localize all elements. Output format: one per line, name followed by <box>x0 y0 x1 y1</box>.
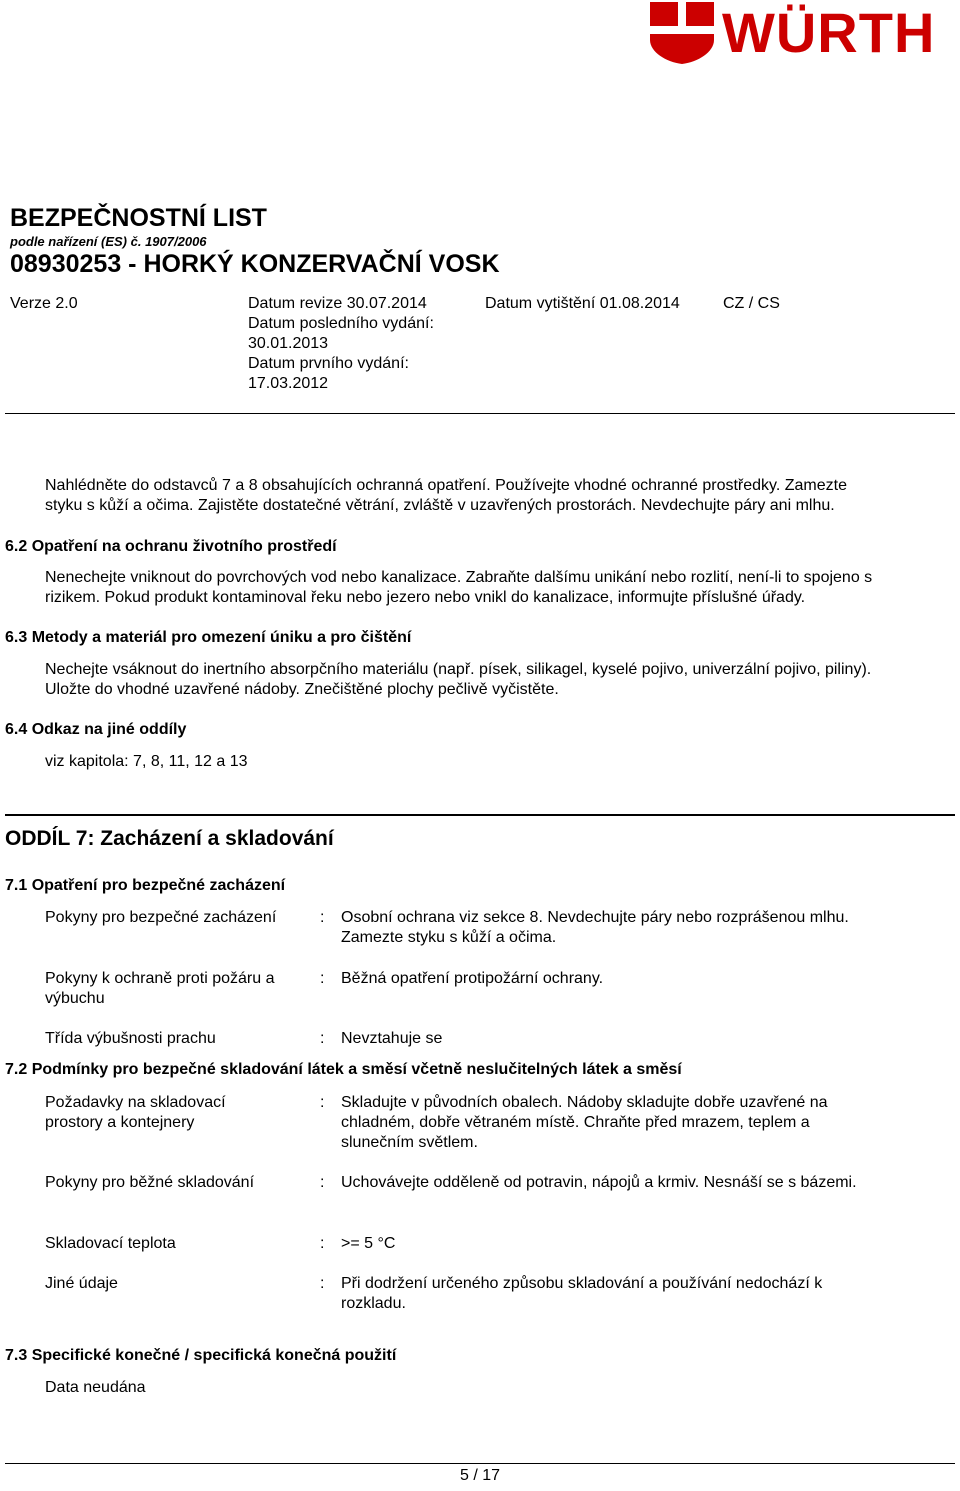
heading-6-3: 6.3 Metody a materiál pro omezení úniku a pro čištění <box>5 629 412 646</box>
colon: : <box>320 1174 325 1191</box>
brand-wordmark: WÜRTH <box>722 1 936 64</box>
s73-text: Data neudána <box>45 1379 146 1396</box>
row-value: Nevztahuje se <box>341 1030 443 1047</box>
last-issue-date: 30.01.2013 <box>248 335 329 352</box>
s62-line2: rizikem. Pokud produkt kontaminoval řeku nebo jezero nebo vnikl do kanalizace, informujte příslušné úřady. <box>45 589 806 606</box>
document-title: BEZPEČNOSTNÍ LIST <box>10 204 267 232</box>
page-number: 5 / 17 <box>459 1467 501 1484</box>
version: Verze 2.0 <box>10 295 78 312</box>
colon: : <box>320 909 325 926</box>
footer-divider <box>5 1463 955 1464</box>
print-date: Datum vytištění 01.08.2014 <box>485 295 680 312</box>
regulation-subtitle: podle nařízení (ES) č. 1907/2006 <box>10 234 207 249</box>
row-label: Skladovací teplota <box>45 1235 176 1252</box>
s64-text: viz kapitola: 7, 8, 11, 12 a 13 <box>45 753 248 770</box>
header-divider <box>5 413 955 414</box>
s6-intro-line1: Nahlédněte do odstavců 7 a 8 obsahujících ochranná opatření. Používejte vhodné ochranné prostředky. Zamezte <box>45 477 847 494</box>
revision-date: Datum revize 30.07.2014 <box>248 295 427 312</box>
s6-intro-line2: styku s kůží a očima. Zajistěte dostatečné větrání, zvláště v uzavřených prostorách. Nevdechujte páry ani mlhu. <box>45 497 835 514</box>
row-value: Při dodržení určeného způsobu skladování a používání nedochází k rozkladu. <box>341 1275 823 1312</box>
heading-7-2: 7.2 Podmínky pro bezpečné skladování látek a směsí včetně neslučitelných látek a směsí <box>5 1061 682 1078</box>
heading-6-2: 6.2 Opatření na ochranu životního prostředí <box>5 538 337 555</box>
colon: : <box>320 1030 325 1047</box>
row-value: Osobní ochrana viz sekce 8. Nevdechujte páry nebo rozprášenou mlhu. Zamezte styku s kůží a očima. <box>341 909 849 946</box>
heading-7-3: 7.3 Specifické konečné / specifická konečná použití <box>5 1347 397 1364</box>
row-value: Běžná opatření protipožární ochrany. <box>341 970 604 987</box>
row-label: Požadavky na skladovací prostory a kontejnery <box>45 1094 226 1131</box>
row-label: Pokyny k ochraně proti požáru a výbuchu <box>45 970 275 1007</box>
row-label: Třída výbušnosti prachu <box>45 1030 216 1047</box>
row-label: Pokyny pro bezpečné zacházení <box>45 909 277 926</box>
colon: : <box>320 970 325 987</box>
section-7-title: ODDÍL 7: Zacházení a skladování <box>5 827 334 850</box>
last-issue-label: Datum posledního vydání: <box>248 315 434 332</box>
heading-6-4: 6.4 Odkaz na jiné oddíly <box>5 721 187 738</box>
section-divider <box>5 814 955 816</box>
colon: : <box>320 1094 325 1111</box>
row-label: Pokyny pro běžné skladování <box>45 1174 255 1191</box>
wurth-logo <box>648 0 718 71</box>
row-value: Skladujte v původních obalech. Nádoby skladujte dobře uzavřené na chladném, dobře větraném místě. Chraňte před mrazem, teplem a slunečním světlem. <box>341 1094 828 1151</box>
first-issue-label: Datum prvního vydání: <box>248 355 409 372</box>
wurth-logo-mark <box>648 0 718 66</box>
s63-line1: Nechejte vsáknout do inertního absorpčního materiálu (např. písek, silikagel, kyselé pojivo, univerzální pojivo, piliny). <box>45 661 872 678</box>
row-label: Jiné údaje <box>45 1275 118 1292</box>
colon: : <box>320 1235 325 1252</box>
colon: : <box>320 1275 325 1292</box>
row-value: Uchovávejte odděleně od potravin, nápojů a krmiv. Nesnáší se s bázemi. <box>341 1174 857 1191</box>
s62-line1: Nenechejte vniknout do povrchových vod nebo kanalizace. Zabraňte dalšímu unikání nebo rozlití, není-li to spojeno s <box>45 569 873 586</box>
row-value: >= 5 °C <box>341 1235 396 1252</box>
language: CZ / CS <box>723 295 780 312</box>
product-name: 08930253 - HORKÝ KONZERVAČNÍ VOSK <box>10 250 500 278</box>
heading-7-1: 7.1 Opatření pro bezpečné zacházení <box>5 877 286 894</box>
first-issue-date: 17.03.2012 <box>248 375 329 392</box>
s63-line2: Uložte do vhodné uzavřené nádoby. Znečištěné plochy pečlivě vyčistěte. <box>45 681 559 698</box>
